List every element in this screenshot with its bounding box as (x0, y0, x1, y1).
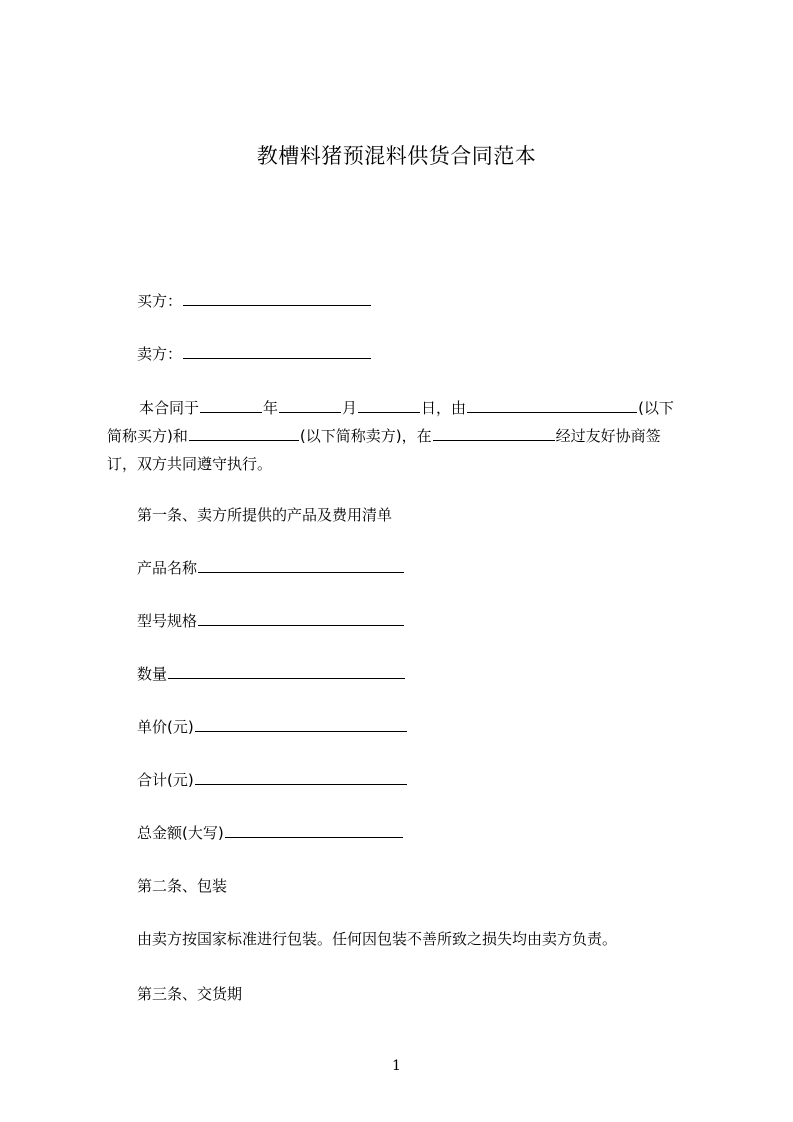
intro-text-2: 年 (263, 399, 279, 417)
total-amount-label: 总金额(大写) (137, 824, 224, 842)
intro-blank-seller (189, 425, 299, 441)
buyer-label: 买方： (137, 292, 183, 310)
product-name-line (137, 557, 405, 579)
product-name-blank (198, 557, 404, 573)
intro-blank-year (200, 397, 262, 413)
subtotal-label: 合计(元) (137, 771, 194, 789)
intro-text-5: (以下 (638, 399, 674, 417)
subtotal-blank (195, 769, 407, 785)
seller-blank (183, 343, 371, 359)
seller-line (137, 343, 372, 365)
intro-blank-place (433, 425, 555, 441)
unit-price-label: 单价(元) (137, 718, 194, 736)
quantity-blank (168, 663, 405, 679)
quantity-line (137, 663, 406, 685)
article3-heading: 第三条、交货期 (137, 985, 243, 1003)
model-spec-blank (198, 610, 404, 626)
intro-blank-month (279, 397, 341, 413)
intro-blank-day (358, 397, 420, 413)
total-amount-line (137, 822, 404, 844)
model-spec-line (137, 610, 405, 632)
page-number: 1 (392, 1058, 401, 1074)
intro-text-8: 经过友好协商签 (555, 427, 661, 445)
total-amount-blank (225, 822, 403, 838)
subtotal-line (137, 769, 408, 791)
unit-price-line (137, 716, 408, 738)
buyer-blank (183, 290, 371, 306)
buyer-line (137, 290, 372, 312)
intro-text-1: 本合同于 (139, 399, 200, 417)
intro-text-4: 日，由 (421, 399, 467, 417)
article2-heading: 第二条、包装 (137, 877, 228, 895)
seller-label: 卖方： (137, 345, 183, 363)
intro-text-9: 订，双方共同遵守执行。 (107, 455, 273, 473)
intro-text-3: 月 (342, 399, 358, 417)
intro-blank-buyer (467, 397, 637, 413)
product-name-label: 产品名称 (137, 559, 198, 577)
document-title: 教槽料猪预混料供货合同范本 (256, 144, 537, 168)
article1-heading: 第一条、卖方所提供的产品及费用清单 (137, 506, 393, 524)
intro-text-6: 简称买方)和 (107, 427, 188, 445)
unit-price-blank (195, 716, 407, 732)
intro-paragraph (107, 394, 700, 478)
intro-text-7: (以下简称卖方)，在 (299, 427, 432, 445)
model-spec-label: 型号规格 (137, 612, 198, 630)
article2-body: 由卖方按国家标准进行包装。任何因包装不善所致之损失均由卖方负责。 (137, 930, 618, 948)
quantity-label: 数量 (137, 665, 168, 683)
